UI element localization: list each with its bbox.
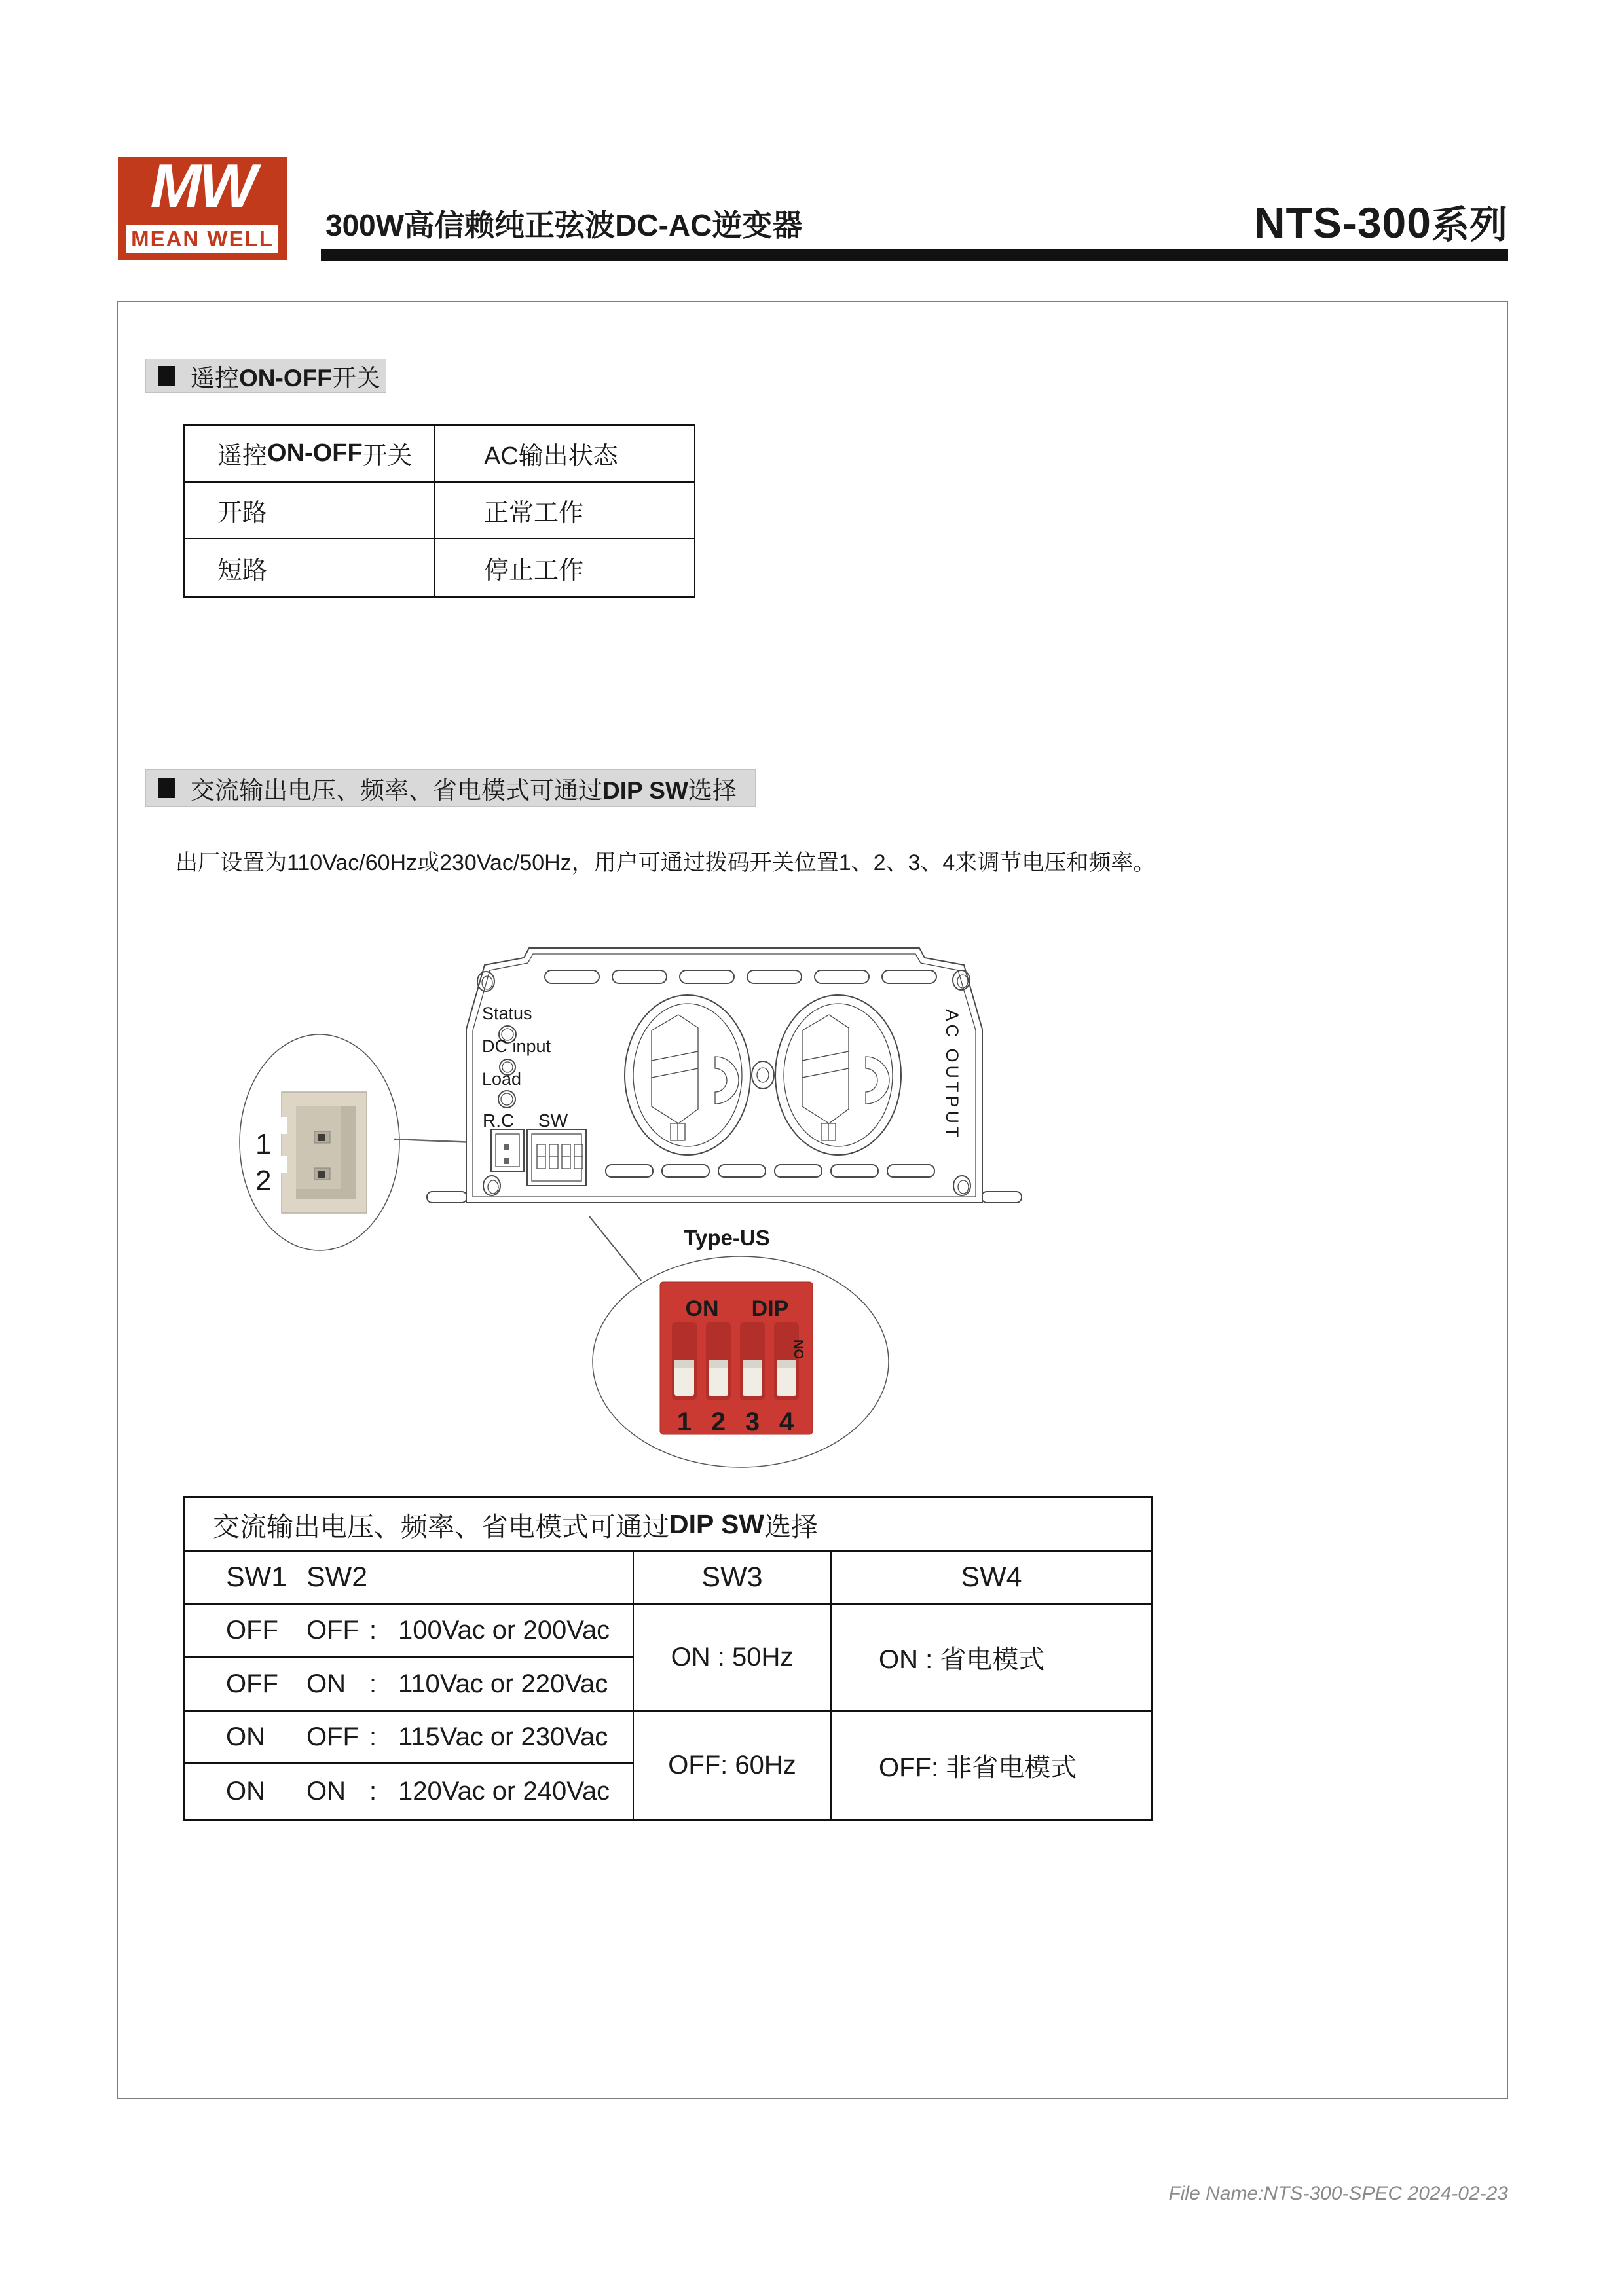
table-row: OFF ON : 110Vac or 220Vac — [185, 1658, 633, 1712]
mount-flange-right — [982, 1192, 1022, 1203]
series-suffix: 系列 — [1431, 204, 1507, 246]
dip-table-header-sw3: SW3 — [633, 1552, 830, 1605]
pin2-label: 2 — [255, 1165, 272, 1197]
section1-heading-text: 遥控ON-OFF开关 — [191, 365, 380, 392]
table-row: 短路 — [217, 557, 268, 585]
dc-input-label: DC input — [482, 1036, 551, 1056]
ac-output-label: AC OUTPUT — [942, 1009, 962, 1141]
sw3-50hz-cell: ON : 50Hz — [633, 1605, 830, 1712]
logo-mw-icon: MW — [150, 151, 255, 220]
mount-flange-left — [427, 1192, 467, 1203]
dip-settings-table — [183, 1496, 1153, 1821]
logo-brand-label: MEAN WELL — [126, 225, 278, 253]
table-row: 开路 — [185, 483, 434, 539]
file-info: File Name:NTS-300-SPEC 2024-02-23 — [1168, 2183, 1508, 2204]
table-row: ON ON : 120Vac or 240Vac — [226, 1777, 610, 1806]
status-label: Status — [482, 1004, 532, 1023]
device-diagram — [229, 923, 1080, 1480]
dip-on-label: ON — [685, 1296, 719, 1321]
dip-num-2: 2 — [710, 1408, 726, 1436]
header-rule — [321, 249, 1508, 261]
sw-label: SW — [538, 1110, 568, 1131]
sw4-saving-cell: ON : 省电模式 — [830, 1605, 1151, 1712]
section2-heading-text: 交流输出电压、频率、省电模式可通过DIP SW选择 — [191, 776, 737, 804]
square-bullet-icon — [158, 778, 175, 798]
meanwell-logo — [118, 151, 287, 260]
dip-switch-photo — [660, 1282, 813, 1436]
dip-side-on-label: ON — [792, 1339, 807, 1359]
table1-header-col1: 遥控 ON-OFF 开关 — [185, 426, 434, 483]
table1-header-col2: AC输出状态 — [434, 426, 694, 483]
dip-table-header-sw12: SW1 SW2 — [185, 1552, 633, 1605]
dip-table-header-sw4: SW4 — [830, 1552, 1151, 1605]
pin1-label: 1 — [255, 1128, 272, 1160]
table-row: OFF OFF : 100Vac or 200Vac — [185, 1605, 633, 1658]
table-row: 停止工作 — [434, 539, 694, 596]
type-us-label: Type-US — [684, 1226, 770, 1250]
table-row: 正常工作 — [434, 483, 694, 539]
rc-label: R.C — [483, 1110, 515, 1131]
section-heading-remote-switch — [145, 359, 386, 393]
dip-num-4: 4 — [779, 1408, 794, 1436]
dip-num-3: 3 — [745, 1408, 760, 1436]
rc-connector-photo — [278, 1092, 367, 1213]
dip-num-1: 1 — [676, 1408, 692, 1436]
series-title — [1254, 194, 1507, 249]
dip-dip-label: DIP — [751, 1296, 789, 1321]
remote-switch-table — [183, 424, 695, 598]
square-bullet-icon — [158, 366, 175, 386]
page-title: 300W高信赖纯正弦波DC-AC逆变器 — [325, 208, 803, 242]
sw4-nonsaving-cell: OFF: 非省电模式 — [830, 1712, 1151, 1819]
load-label: Load — [482, 1069, 522, 1089]
pointer-line-dip — [589, 1216, 641, 1281]
dip-description: 出厂设置为110Vac/60Hz或230Vac/50Hz，用户可通过拨码开关位置1、2、3、4来调节电压和频率。 — [175, 850, 1156, 875]
sw3-60hz-cell: OFF: 60Hz — [633, 1712, 830, 1819]
section-heading-dip-sw — [145, 769, 756, 807]
dip-table-title: 交流输出电压、频率、省电模式可通过 DIP SW 选择 — [185, 1498, 1151, 1552]
series-model: NTS-300 — [1253, 198, 1431, 247]
table-row: ON OFF : 115Vac or 230Vac — [185, 1712, 633, 1764]
